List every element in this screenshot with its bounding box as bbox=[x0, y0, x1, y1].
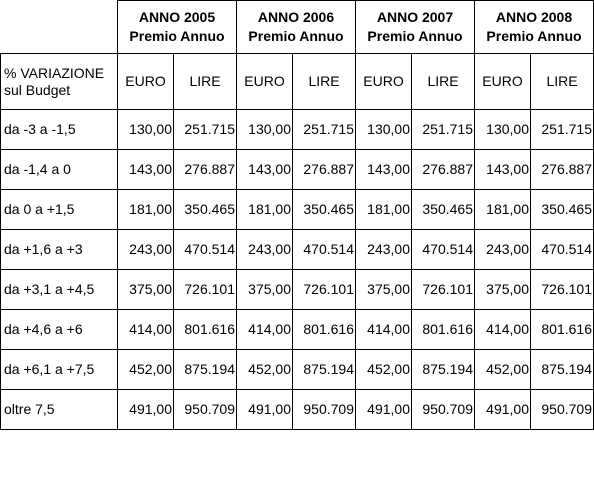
lire-value-2007: 276.887 bbox=[412, 150, 475, 190]
euro-value-2005: 181,00 bbox=[118, 190, 174, 230]
year-label: ANNO 2007 bbox=[376, 9, 454, 25]
year-header-2005 bbox=[118, 1, 237, 54]
unit-header-lire: LIRE bbox=[412, 54, 475, 110]
unit-header-euro: EURO bbox=[356, 54, 412, 110]
lire-value-2007: 801.616 bbox=[412, 310, 475, 350]
euro-value-2005: 143,00 bbox=[118, 150, 174, 190]
euro-value-2005: 130,00 bbox=[118, 110, 174, 150]
euro-value-2006: 491,00 bbox=[237, 390, 293, 430]
lire-value-2007: 470.514 bbox=[412, 230, 475, 270]
table-row bbox=[1, 190, 594, 230]
euro-value-2007: 414,00 bbox=[356, 310, 412, 350]
variation-header-line2: sul Budget bbox=[4, 81, 71, 98]
year-header-2008 bbox=[475, 1, 594, 54]
euro-value-2008: 491,00 bbox=[475, 390, 531, 430]
row-label: da +4,6 a +6 bbox=[1, 310, 118, 350]
unit-header-euro: EURO bbox=[475, 54, 531, 110]
lire-value-2007: 950.709 bbox=[412, 390, 475, 430]
corner-cell bbox=[1, 1, 118, 54]
euro-value-2005: 414,00 bbox=[118, 310, 174, 350]
lire-value-2008: 251.715 bbox=[531, 110, 594, 150]
row-label: oltre 7,5 bbox=[1, 390, 118, 430]
lire-value-2006: 251.715 bbox=[293, 110, 356, 150]
lire-value-2008: 350.465 bbox=[531, 190, 594, 230]
lire-value-2005: 875.194 bbox=[174, 350, 237, 390]
row-label: da +3,1 a +4,5 bbox=[1, 270, 118, 310]
euro-value-2008: 181,00 bbox=[475, 190, 531, 230]
lire-value-2005: 470.514 bbox=[174, 230, 237, 270]
euro-value-2006: 414,00 bbox=[237, 310, 293, 350]
euro-value-2007: 181,00 bbox=[356, 190, 412, 230]
year-header-row bbox=[1, 1, 594, 54]
euro-value-2006: 143,00 bbox=[237, 150, 293, 190]
unit-header-euro: EURO bbox=[118, 54, 174, 110]
table-row bbox=[1, 110, 594, 150]
lire-value-2006: 276.887 bbox=[293, 150, 356, 190]
euro-value-2006: 375,00 bbox=[237, 270, 293, 310]
unit-header-lire: LIRE bbox=[531, 54, 594, 110]
premium-label: Premio Annuo bbox=[486, 28, 582, 44]
euro-value-2005: 375,00 bbox=[118, 270, 174, 310]
table-row bbox=[1, 310, 594, 350]
lire-value-2005: 726.101 bbox=[174, 270, 237, 310]
lire-value-2008: 875.194 bbox=[531, 350, 594, 390]
lire-value-2005: 350.465 bbox=[174, 190, 237, 230]
year-label: ANNO 2008 bbox=[495, 9, 573, 25]
euro-value-2007: 452,00 bbox=[356, 350, 412, 390]
unit-header-row bbox=[1, 54, 594, 110]
row-label: da -3 a -1,5 bbox=[1, 110, 118, 150]
lire-value-2008: 801.616 bbox=[531, 310, 594, 350]
lire-value-2006: 350.465 bbox=[293, 190, 356, 230]
lire-value-2007: 251.715 bbox=[412, 110, 475, 150]
lire-value-2006: 726.101 bbox=[293, 270, 356, 310]
lire-value-2006: 801.616 bbox=[293, 310, 356, 350]
lire-value-2007: 875.194 bbox=[412, 350, 475, 390]
year-header-2006 bbox=[237, 1, 356, 54]
lire-value-2006: 875.194 bbox=[293, 350, 356, 390]
euro-value-2008: 414,00 bbox=[475, 310, 531, 350]
euro-value-2006: 181,00 bbox=[237, 190, 293, 230]
variation-header-cell bbox=[1, 54, 118, 110]
lire-value-2008: 470.514 bbox=[531, 230, 594, 270]
table-row bbox=[1, 270, 594, 310]
euro-value-2007: 375,00 bbox=[356, 270, 412, 310]
row-label: da +1,6 a +3 bbox=[1, 230, 118, 270]
variation-header-line1: % VARIAZIONE bbox=[4, 64, 105, 81]
year-header-2007 bbox=[356, 1, 475, 54]
premium-label: Premio Annuo bbox=[129, 28, 225, 44]
euro-value-2007: 143,00 bbox=[356, 150, 412, 190]
euro-value-2008: 452,00 bbox=[475, 350, 531, 390]
year-label: ANNO 2006 bbox=[257, 9, 335, 25]
euro-value-2006: 452,00 bbox=[237, 350, 293, 390]
lire-value-2005: 251.715 bbox=[174, 110, 237, 150]
table-row bbox=[1, 150, 594, 190]
lire-value-2008: 726.101 bbox=[531, 270, 594, 310]
premium-label: Premio Annuo bbox=[248, 28, 344, 44]
lire-value-2008: 276.887 bbox=[531, 150, 594, 190]
lire-value-2006: 950.709 bbox=[293, 390, 356, 430]
lire-value-2005: 950.709 bbox=[174, 390, 237, 430]
row-label: da -1,4 a 0 bbox=[1, 150, 118, 190]
euro-value-2007: 130,00 bbox=[356, 110, 412, 150]
lire-value-2007: 726.101 bbox=[412, 270, 475, 310]
row-label: da 0 a +1,5 bbox=[1, 190, 118, 230]
euro-value-2007: 243,00 bbox=[356, 230, 412, 270]
lire-value-2005: 801.616 bbox=[174, 310, 237, 350]
euro-value-2005: 452,00 bbox=[118, 350, 174, 390]
euro-value-2005: 491,00 bbox=[118, 390, 174, 430]
lire-value-2006: 470.514 bbox=[293, 230, 356, 270]
euro-value-2006: 243,00 bbox=[237, 230, 293, 270]
table-row bbox=[1, 390, 594, 430]
euro-value-2008: 375,00 bbox=[475, 270, 531, 310]
unit-header-lire: LIRE bbox=[293, 54, 356, 110]
euro-value-2008: 130,00 bbox=[475, 110, 531, 150]
row-label: da +6,1 a +7,5 bbox=[1, 350, 118, 390]
year-label: ANNO 2005 bbox=[138, 9, 216, 25]
euro-value-2005: 243,00 bbox=[118, 230, 174, 270]
euro-value-2008: 143,00 bbox=[475, 150, 531, 190]
euro-value-2008: 243,00 bbox=[475, 230, 531, 270]
unit-header-euro: EURO bbox=[237, 54, 293, 110]
table-row bbox=[1, 350, 594, 390]
lire-value-2007: 350.465 bbox=[412, 190, 475, 230]
table-row bbox=[1, 230, 594, 270]
lire-value-2005: 276.887 bbox=[174, 150, 237, 190]
euro-value-2006: 130,00 bbox=[237, 110, 293, 150]
unit-header-lire: LIRE bbox=[174, 54, 237, 110]
premium-label: Premio Annuo bbox=[367, 28, 463, 44]
euro-value-2007: 491,00 bbox=[356, 390, 412, 430]
lire-value-2008: 950.709 bbox=[531, 390, 594, 430]
